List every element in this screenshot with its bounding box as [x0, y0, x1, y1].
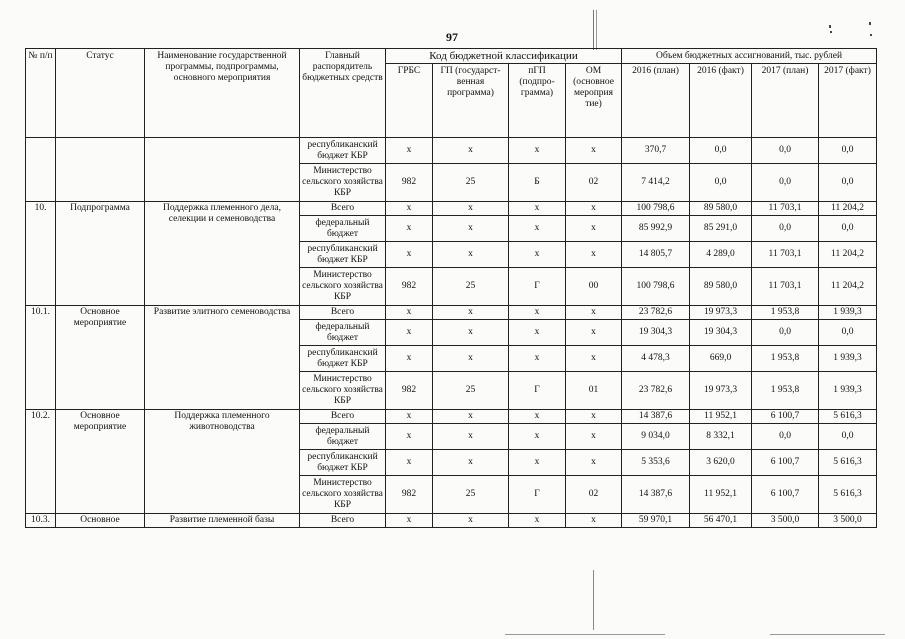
- col-name-header: Наименование государственной программы, подпрограммы, основного мероприятия: [145, 49, 300, 138]
- name-cell: [145, 138, 300, 202]
- fact-2016-cell: 85 291,0: [690, 216, 752, 242]
- gp-cell: 25: [433, 476, 509, 514]
- om-cell: 02: [566, 164, 622, 202]
- plan-2016-cell: 85 992,9: [622, 216, 690, 242]
- fact-2016-cell: 0,0: [690, 164, 752, 202]
- funding-source-cell: федеральный бюджет: [300, 424, 386, 450]
- plan-2017-cell: 1 953,8: [752, 346, 819, 372]
- scan-line: [770, 634, 885, 635]
- col-om-header: ОМ (основное мероприя тие): [566, 64, 622, 138]
- pgp-cell: x: [509, 346, 566, 372]
- grbs-cell: x: [386, 216, 433, 242]
- plan-2017-cell: 0,0: [752, 216, 819, 242]
- fact-2017-cell: 0,0: [819, 138, 877, 164]
- fact-2016-cell: 11 952,1: [690, 410, 752, 424]
- grbs-cell: x: [386, 514, 433, 528]
- fact-2016-cell: 19 973,3: [690, 372, 752, 410]
- om-cell: x: [566, 242, 622, 268]
- status-cell: Основное мероприятие: [56, 306, 145, 410]
- pgp-cell: Г: [509, 372, 566, 410]
- fact-2017-cell: 0,0: [819, 216, 877, 242]
- pgp-cell: x: [509, 320, 566, 346]
- funding-source-cell: федеральный бюджет: [300, 320, 386, 346]
- pgp-cell: Г: [509, 268, 566, 306]
- table-row: [26, 410, 877, 424]
- col-2017-fact-header: 2017 (факт): [819, 64, 877, 138]
- om-cell: 02: [566, 476, 622, 514]
- gp-cell: x: [433, 138, 509, 164]
- funding-source-cell: республиканский бюджет КБР: [300, 450, 386, 476]
- fact-2016-cell: 19 973,3: [690, 306, 752, 320]
- table-body: [26, 138, 877, 528]
- gp-cell: x: [433, 320, 509, 346]
- om-cell: x: [566, 450, 622, 476]
- table-header: [26, 49, 877, 138]
- om-cell: x: [566, 424, 622, 450]
- table-row: [26, 202, 877, 216]
- pgp-cell: x: [509, 450, 566, 476]
- funding-source-cell: республиканский бюджет КБР: [300, 242, 386, 268]
- funding-source-cell: Министерство сельского хозяйства КБР: [300, 476, 386, 514]
- row-number-cell: 10.2.: [26, 410, 56, 514]
- program-name-cell: Поддержка племенного дела, селекции и семеноводства: [145, 202, 300, 306]
- gp-cell: x: [433, 346, 509, 372]
- plan-2016-cell: 19 304,3: [622, 320, 690, 346]
- plan-2017-cell: 6 100,7: [752, 410, 819, 424]
- fact-2016-cell: 89 580,0: [690, 202, 752, 216]
- plan-2017-cell: 6 100,7: [752, 476, 819, 514]
- status-cell: [56, 138, 145, 202]
- grbs-cell: x: [386, 306, 433, 320]
- grbs-cell: x: [386, 410, 433, 424]
- scan-dot: [829, 25, 831, 28]
- scan-dot: [870, 34, 872, 36]
- pgp-cell: x: [509, 216, 566, 242]
- fact-2017-cell: 11 204,2: [819, 242, 877, 268]
- fact-2017-cell: 0,0: [819, 164, 877, 202]
- fact-2016-cell: 89 580,0: [690, 268, 752, 306]
- plan-2017-cell: 1 953,8: [752, 306, 819, 320]
- table-row: [26, 138, 877, 164]
- budget-table: [25, 48, 877, 528]
- grbs-cell: x: [386, 424, 433, 450]
- fact-2017-cell: 11 204,2: [819, 268, 877, 306]
- plan-2017-cell: 0,0: [752, 164, 819, 202]
- col-2016-plan-header: 2016 (план): [622, 64, 690, 138]
- fact-2017-cell: 1 939,3: [819, 372, 877, 410]
- plan-2016-cell: 23 782,6: [622, 306, 690, 320]
- plan-2017-cell: 3 500,0: [752, 514, 819, 528]
- row-number-cell: 10.: [26, 202, 56, 306]
- om-cell: x: [566, 306, 622, 320]
- plan-2017-cell: 0,0: [752, 424, 819, 450]
- funding-source-cell: Министерство сельского хозяйства КБР: [300, 372, 386, 410]
- plan-2017-cell: 1 953,8: [752, 372, 819, 410]
- col-2017-plan-header: 2017 (план): [752, 64, 819, 138]
- fact-2016-cell: 11 952,1: [690, 476, 752, 514]
- pgp-cell: Б: [509, 164, 566, 202]
- plan-2016-cell: 5 353,6: [622, 450, 690, 476]
- col-pgp-header: пГП (подпро-грамма): [509, 64, 566, 138]
- fact-2017-cell: 0,0: [819, 320, 877, 346]
- col-2016-fact-header: 2016 (факт): [690, 64, 752, 138]
- gp-cell: x: [433, 514, 509, 528]
- plan-2016-cell: 370,7: [622, 138, 690, 164]
- gp-cell: 25: [433, 372, 509, 410]
- om-cell: 00: [566, 268, 622, 306]
- funding-source-cell: Всего: [300, 202, 386, 216]
- fact-2016-cell: 3 620,0: [690, 450, 752, 476]
- status-cell: Подпрограмма: [56, 202, 145, 306]
- fact-2016-cell: 4 289,0: [690, 242, 752, 268]
- plan-2016-cell: 9 034,0: [622, 424, 690, 450]
- om-cell: x: [566, 138, 622, 164]
- fact-2017-cell: 1 939,3: [819, 346, 877, 372]
- gp-cell: x: [433, 424, 509, 450]
- pgp-cell: x: [509, 424, 566, 450]
- om-cell: x: [566, 410, 622, 424]
- gp-cell: x: [433, 410, 509, 424]
- grbs-cell: x: [386, 242, 433, 268]
- grbs-cell: x: [386, 202, 433, 216]
- num-cell: [26, 138, 56, 202]
- row-number-cell: 10.1.: [26, 306, 56, 410]
- grbs-cell: x: [386, 320, 433, 346]
- plan-2017-cell: 0,0: [752, 138, 819, 164]
- scan-dot: [869, 22, 871, 25]
- fact-2016-cell: 19 304,3: [690, 320, 752, 346]
- program-name-cell: Развитие элитного семеноводства: [145, 306, 300, 410]
- om-cell: x: [566, 346, 622, 372]
- gp-cell: x: [433, 306, 509, 320]
- fact-2016-cell: 669,0: [690, 346, 752, 372]
- plan-2017-cell: 6 100,7: [752, 450, 819, 476]
- plan-2016-cell: 59 970,1: [622, 514, 690, 528]
- gp-cell: 25: [433, 164, 509, 202]
- plan-2016-cell: 14 805,7: [622, 242, 690, 268]
- gp-cell: x: [433, 216, 509, 242]
- plan-2017-cell: 0,0: [752, 320, 819, 346]
- fact-2017-cell: 5 616,3: [819, 476, 877, 514]
- funding-source-cell: республиканский бюджет КБР: [300, 138, 386, 164]
- plan-2017-cell: 11 703,1: [752, 202, 819, 216]
- funding-source-cell: Министерство сельского хозяйства КБР: [300, 164, 386, 202]
- funding-source-cell: республиканский бюджет КБР: [300, 346, 386, 372]
- volume-group-header: Объем бюджетных ассигнований, тыс. рублей: [622, 49, 877, 64]
- grbs-cell: 982: [386, 268, 433, 306]
- status-cell: Основное мероприятие: [56, 410, 145, 514]
- fact-2016-cell: 8 332,1: [690, 424, 752, 450]
- fact-2017-cell: 5 616,3: [819, 450, 877, 476]
- budget-code-group-header: Код бюджетной классификации: [386, 49, 622, 64]
- fact-2016-cell: 56 470,1: [690, 514, 752, 528]
- om-cell: 01: [566, 372, 622, 410]
- plan-2017-cell: 11 703,1: [752, 268, 819, 306]
- gp-cell: 25: [433, 268, 509, 306]
- gp-cell: x: [433, 450, 509, 476]
- plan-2016-cell: 100 798,6: [622, 202, 690, 216]
- col-grbs-header: ГРБС: [386, 64, 433, 138]
- fact-2017-cell: 3 500,0: [819, 514, 877, 528]
- pgp-cell: x: [509, 138, 566, 164]
- scan-line: [593, 570, 594, 630]
- fact-2017-cell: 11 204,2: [819, 202, 877, 216]
- om-cell: x: [566, 514, 622, 528]
- program-name-cell: Развитие племенной базы: [145, 514, 300, 528]
- plan-2017-cell: 11 703,1: [752, 242, 819, 268]
- pgp-cell: x: [509, 410, 566, 424]
- page-number: 97: [446, 30, 458, 44]
- pgp-cell: x: [509, 514, 566, 528]
- grbs-cell: x: [386, 450, 433, 476]
- plan-2016-cell: 14 387,6: [622, 410, 690, 424]
- gp-cell: x: [433, 202, 509, 216]
- fact-2017-cell: 5 616,3: [819, 410, 877, 424]
- pgp-cell: x: [509, 202, 566, 216]
- scan-dot: [830, 31, 832, 33]
- plan-2016-cell: 14 387,6: [622, 476, 690, 514]
- fact-2016-cell: 0,0: [690, 138, 752, 164]
- om-cell: x: [566, 216, 622, 242]
- grbs-cell: x: [386, 346, 433, 372]
- pgp-cell: x: [509, 242, 566, 268]
- col-admin-header: Главный распорядитель бюджетных средств: [300, 49, 386, 138]
- fact-2017-cell: 1 939,3: [819, 306, 877, 320]
- om-cell: x: [566, 320, 622, 346]
- col-status-header: Статус: [56, 49, 145, 138]
- row-number-cell: 10.3.: [26, 514, 56, 528]
- funding-source-cell: федеральный бюджет: [300, 216, 386, 242]
- table-row: [26, 514, 877, 528]
- om-cell: x: [566, 202, 622, 216]
- gp-cell: x: [433, 242, 509, 268]
- col-gp-header: ГП (государст-венная программа): [433, 64, 509, 138]
- grbs-cell: 982: [386, 164, 433, 202]
- plan-2016-cell: 7 414,2: [622, 164, 690, 202]
- pgp-cell: x: [509, 306, 566, 320]
- funding-source-cell: Всего: [300, 306, 386, 320]
- col-num-header: № п/п: [26, 49, 56, 138]
- scan-line: [593, 10, 594, 50]
- scan-line: [505, 634, 665, 635]
- grbs-cell: 982: [386, 476, 433, 514]
- scan-line: [596, 10, 597, 50]
- grbs-cell: x: [386, 138, 433, 164]
- fact-2017-cell: 0,0: [819, 424, 877, 450]
- table-row: [26, 306, 877, 320]
- funding-source-cell: Всего: [300, 514, 386, 528]
- grbs-cell: 982: [386, 372, 433, 410]
- plan-2016-cell: 23 782,6: [622, 372, 690, 410]
- plan-2016-cell: 100 798,6: [622, 268, 690, 306]
- funding-source-cell: Министерство сельского хозяйства КБР: [300, 268, 386, 306]
- program-name-cell: Поддержка племенного животноводства: [145, 410, 300, 514]
- pgp-cell: Г: [509, 476, 566, 514]
- status-cell: Основное: [56, 514, 145, 528]
- funding-source-cell: Всего: [300, 410, 386, 424]
- plan-2016-cell: 4 478,3: [622, 346, 690, 372]
